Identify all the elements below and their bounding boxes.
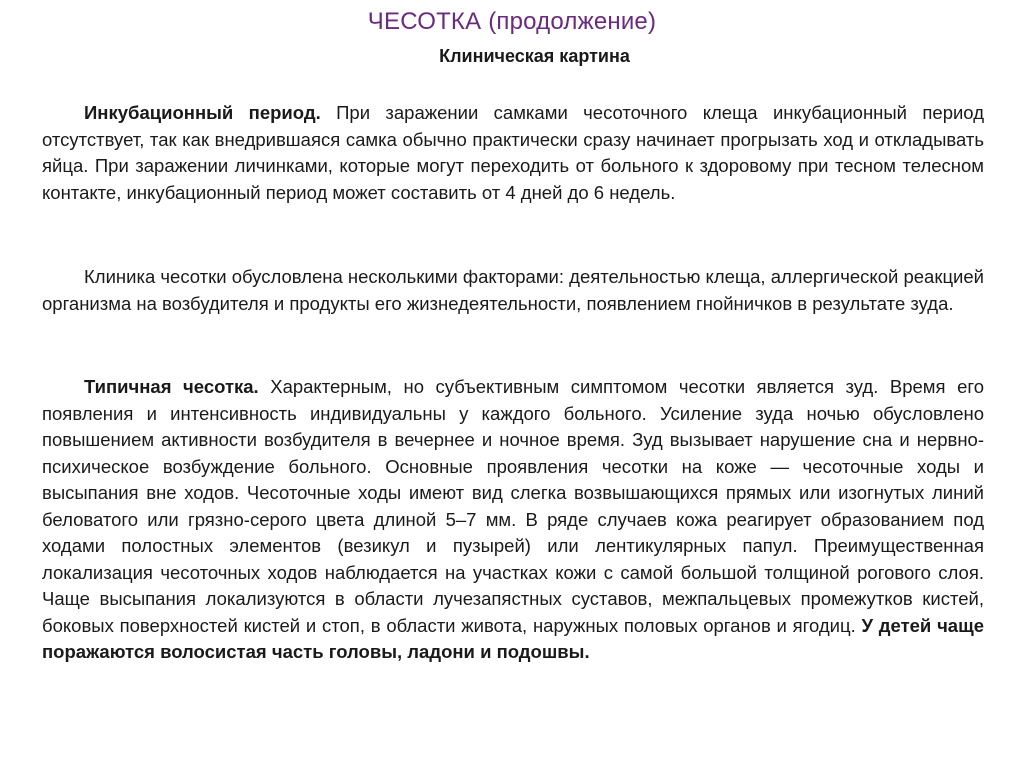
- typical-text: Характерным, но субъективным симптомом чесотки является зуд. Время его появления и интенсивность индивидуальны у каждого больного. Усиление зуда ночью обусловлено повышением активности возбудителя в вечернее и ночное время. Зуд вызывает нарушение сна и нервно-психическое возбуждение больного. Основные проявления чесотки на коже — чесоточные ходы и высыпания вне ходов. Чесоточные ходы имеют вид слегка возвышающихся прямых или изогнутых линий беловатого или грязно-серого цвета длиной 5–7 мм. В ряде случаев кожа реагирует образованием под ходами полостных элементов (везикул и пузырей) или лентикулярных папул. Преимущественная локализация чесоточных ходов наблюдается на участках кожи с самой большой толщиной рогового слоя. Чаще высыпания локализуются в области лучезапястных суставов, межпальцевых промежутков кистей, боковых поверхностей кистей и стоп, в области живота, наружных половых органов и ягодиц.: [42, 376, 984, 636]
- typical-children-note: У детей чаще поражаются волосистая часть головы, ладони и подошвы.: [42, 614, 984, 662]
- paragraph-clinic: [42, 264, 984, 317]
- clinic-text: Клиника чесотки обусловлена несколькими факторами: деятельностью клеща, аллергической реакцией организма на возбудителя и продукты его жизнедеятельности, появлением гнойничков в результате зуда.: [42, 266, 984, 314]
- slide-title: ЧЕСОТКА (продолжение): [367, 8, 657, 35]
- paragraph-typical-scabies: [42, 374, 984, 666]
- typical-lead: Типичная чесотка.: [84, 376, 259, 397]
- incubation-lead: Инкубационный период.: [84, 102, 321, 123]
- section-subtitle: Клиническая картина: [439, 46, 630, 66]
- paragraph-incubation: [42, 100, 984, 206]
- incubation-text: При заражении самками чесоточного клеща инкубационный период отсутствует, так как внедрившаяся самка обычно практически сразу начинает прогрызать ход и откладывать яйца. При заражении личинками, которые могут переходить от больного к здоровому при тесном телесном контакте, инкубационный период может составить от 4 дней до 6 недель.: [42, 102, 984, 203]
